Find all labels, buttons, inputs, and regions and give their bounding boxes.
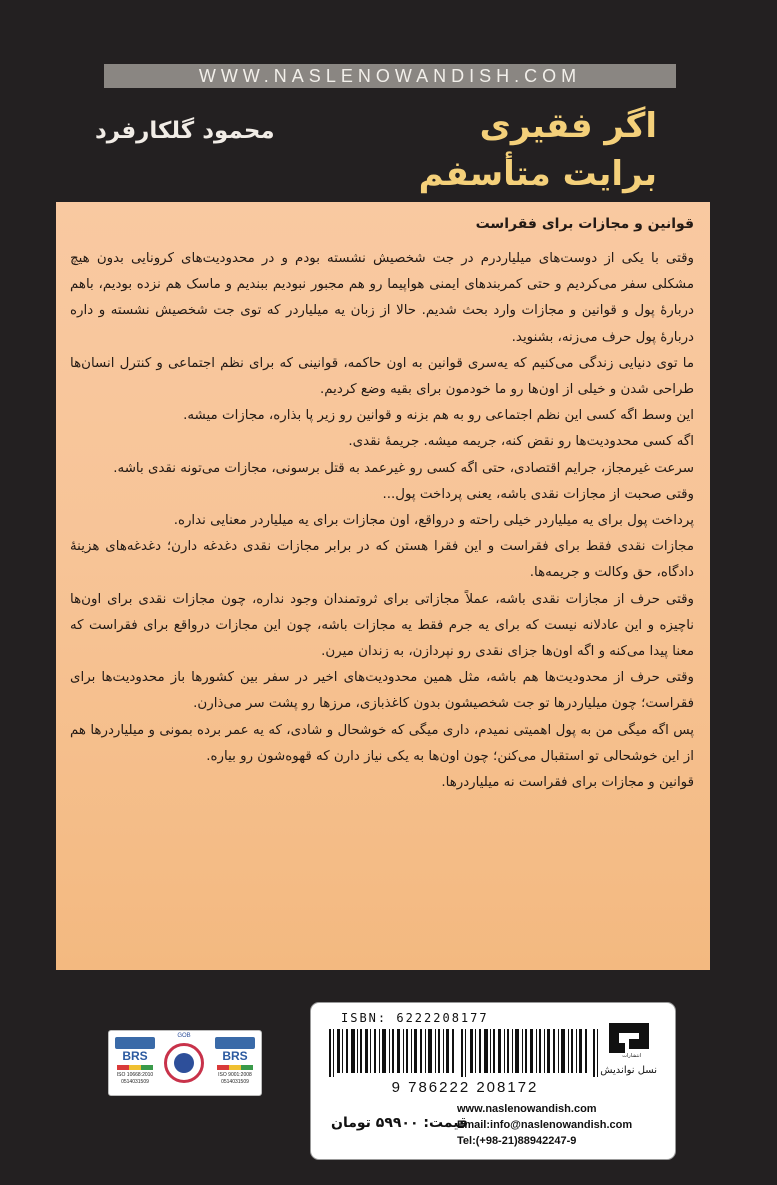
cert-number: ISO 9001:2008 0514031509	[218, 1072, 252, 1085]
seal-label: GOB	[177, 1033, 191, 1039]
cert-number: ISO 10668:2010 0514031509	[116, 1072, 154, 1085]
book-title	[419, 102, 657, 198]
paragraph: قوانین و مجازات برای فقراست نه میلیاردرها.	[441, 775, 694, 791]
isbn-label: ISBN: 6222208177	[341, 1011, 489, 1025]
publisher-email: Email:info@naslenowandish.com	[457, 1119, 633, 1131]
publisher-website: www.naslenowandish.com	[457, 1103, 597, 1115]
price-label: قیمت: ۵۹۹۰۰ تومان	[331, 1115, 469, 1131]
author-name: محمود گلکارفرد	[95, 118, 275, 144]
publisher-logo-icon	[605, 1019, 653, 1067]
text-heading: قوانین و مجازات برای فقراست	[475, 216, 694, 232]
paragraph: وقتی صحبت از مجازات نقدی باشه، یعنی پرداخت پول...	[382, 486, 694, 502]
back-cover-text	[56, 202, 710, 970]
paragraph: پس اگه میگی من به پول اهمیتی نمیدم، داری میگی که خوشحال و شادی، که یه عمر برده بمونی و میلیاردرها هم از این خوشحالی تو استقبال می‌کنن؛ چون اون‌ها به یکی نیاز دارن که قهوه‌شون رو بیاره.	[70, 722, 694, 764]
publisher-name: نسل نواندیش	[600, 1065, 657, 1076]
brs-certificate-left	[113, 1037, 157, 1089]
brs-logo-text: BRS	[122, 1049, 148, 1063]
flag-stripe-icon	[117, 1065, 153, 1070]
isbn-card	[310, 1002, 676, 1160]
book-title-line2: برایت متأسفم	[418, 154, 657, 194]
flag-stripe-icon	[217, 1065, 253, 1070]
paragraph: پرداخت پول برای یه میلیاردر خیلی راحته و درواقع، اون مجازات برای یه میلیاردر معنایی نداره.	[173, 513, 694, 529]
publisher-contact	[457, 1101, 657, 1149]
paragraph: ما توی دنیایی زندگی می‌کنیم که یه‌سری قوانین به اون حاکمه، قوانینی که برای نظم اجتماعی و کنترل انسان‌ها طراحی شدن و خیلی از اون‌ها رو ما خودمون برای بقیه وضع کردیم.	[70, 355, 694, 398]
certification-logos	[108, 1030, 262, 1096]
paragraph: مجازات نقدی فقط برای فقراست و این فقرا هستن که در برابر مجازات نقدی دغدغه دارن؛ دغدغه‌های هزینهٔ دادگاه، حق وکالت و جریمه‌ها.	[70, 539, 694, 581]
paragraph: این وسط اگه کسی این نظم اجتماعی رو به هم بزنه و قوانین رو زیر پا بذاره، مجازات میشه.	[183, 408, 694, 424]
website-banner: WWW.NASLENOWANDISH.COM	[104, 64, 676, 88]
gob-seal-icon	[164, 1033, 204, 1083]
brs-mark-icon	[215, 1037, 255, 1049]
paragraph: سرعت غیرمجاز، جرایم اقتصادی، حتی اگه کسی رو غیرعمد به قتل برسونی، مجازات می‌تونه نقدی باشه.	[113, 460, 694, 476]
cover-footer	[0, 980, 777, 1185]
paragraph: وقتی با یکی از دوست‌های میلیاردرم در جت شخصیش نشسته بودم و در محدودیت‌های کرونایی بدون هیچ مشکلی سفر می‌کردیم و حتی کمربندهای ایمنی هواپیما رو هم مجبور نبودیم ببندیم و ماسک هم نزده بودیم، باهم دربارهٔ پول و قوانین و مجازات وارد بحث شدیم. حالا از زبان یه میلیاردر که توی جت شخصیش نشسته و داره دربارهٔ پول حرف می‌زنه، بشنوید.	[70, 251, 694, 345]
brs-certificate-right	[213, 1037, 257, 1089]
publisher-brand-small: انتشارات	[622, 1053, 641, 1059]
brs-logo-text: BRS	[222, 1049, 248, 1063]
seal-center-icon	[174, 1053, 194, 1073]
paragraph: وقتی حرف از محدودیت‌ها هم باشه، مثل همین محدودیت‌های اخیر در سفر بین کشورها باز محدودیت‌ها برای فقراست؛ چون میلیاردرها تو جت شخصیشون بدون کاغذبازی، مرزها رو پشت سر می‌ذارن.	[70, 670, 694, 712]
brs-mark-icon	[115, 1037, 155, 1049]
publisher-tel: Tel:(+98-21)88942247-9	[457, 1135, 577, 1147]
book-title-line1: اگر فقیری	[479, 106, 657, 146]
paragraph: اگه کسی محدودیت‌ها رو نقض کنه، جریمه میشه. جریمهٔ نقدی.	[348, 434, 694, 450]
paragraph: وقتی حرف از مجازات نقدی باشه، عملاً مجازاتی برای ثروتمندان وجود نداره، چون مجازات نقدی برای اون‌ها ناچیزه و این عادلانه نیست که برای یه جرم فقط یه مجازات باشه، چون این مجازات درواقع برای فقراست که معنا پیدا می‌کنه و اگه اون‌ها جزای نقدی رو نپردازن، به زندان میرن.	[70, 591, 694, 660]
barcode-number: 9 786222 208172	[391, 1079, 539, 1096]
barcode-icon	[329, 1029, 601, 1077]
